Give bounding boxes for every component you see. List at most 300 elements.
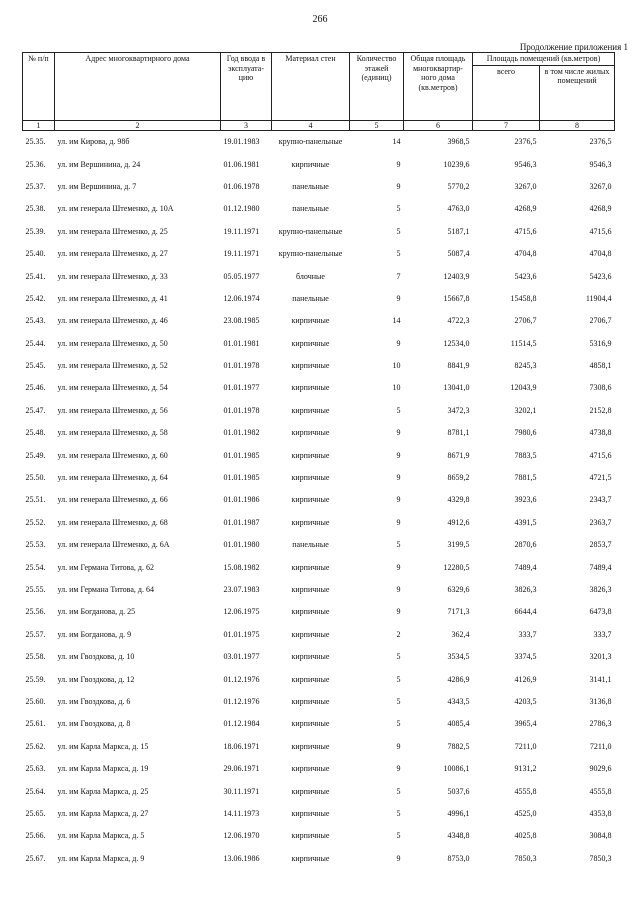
address-cell: ул. им Вершинина, д. 7: [57, 181, 137, 191]
floors-cell: 5: [396, 652, 401, 662]
address-cell: ул. им генерала Штеменко, д. 25: [57, 226, 168, 236]
row-number: 25.65.: [25, 808, 46, 818]
table-row: [23, 310, 615, 332]
premises-area-cell: 8245,3: [514, 361, 537, 371]
total-area-cell: 4996,1: [447, 808, 470, 818]
total-area-cell: 8781,1: [447, 428, 470, 438]
total-area-cell: 7882,5: [447, 741, 470, 751]
residential-area-cell: 2376,5: [589, 137, 612, 147]
residential-area-cell: 3084,8: [589, 831, 612, 841]
address-cell: ул. им Германа Титова, д. 64: [57, 585, 154, 594]
residential-area-cell: 2343,7: [589, 495, 612, 505]
premises-area-cell: 7211,0: [514, 741, 537, 751]
total-area-cell: 4329,8: [447, 495, 470, 505]
residential-area-cell: 3826,3: [589, 585, 612, 594]
commission-date-cell: 05.05.1977: [223, 271, 260, 281]
total-area-cell: 4286,9: [447, 674, 470, 684]
header-all: всего: [473, 65, 540, 120]
residential-area-cell: 9546,3: [589, 159, 612, 169]
wall-material-cell: кирпичные: [291, 450, 330, 460]
total-area-cell: 5770,2: [447, 181, 470, 191]
commission-date-cell: 18.06.1971: [223, 741, 260, 751]
floors-cell: 9: [396, 181, 401, 191]
residential-area-cell: 2706,7: [589, 316, 612, 326]
floors-cell: 10: [392, 383, 401, 393]
residential-area-cell: 7308,6: [589, 383, 612, 393]
residential-area-cell: 2853,7: [589, 540, 612, 550]
table-row: [23, 690, 615, 712]
wall-material-cell: крупно-панельные: [278, 137, 343, 147]
residential-area-cell: 4704,8: [589, 249, 612, 259]
wall-material-cell: крупно-панельные: [278, 249, 343, 259]
address-cell: ул. им Кирова, д. 98б: [57, 137, 130, 147]
floors-cell: 5: [396, 786, 401, 796]
premises-area-cell: 4555,8: [514, 786, 537, 796]
floors-cell: 9: [396, 495, 401, 505]
residential-area-cell: 2786,3: [589, 719, 612, 729]
floors-cell: 9: [396, 428, 401, 438]
commission-date-cell: 19.11.1971: [223, 226, 260, 236]
table-row: [23, 220, 615, 242]
address-cell: ул. им генерала Штеменко, д. 66: [57, 495, 168, 505]
premises-area-cell: 3202,1: [514, 405, 537, 415]
residential-area-cell: 5423,6: [589, 271, 612, 281]
column-number: 4: [272, 120, 350, 130]
address-cell: ул. им генерала Штеменко, д. 50: [57, 338, 168, 348]
floors-cell: 9: [396, 159, 401, 169]
total-area-cell: 5037,6: [447, 786, 470, 796]
row-number: 25.52.: [25, 517, 46, 527]
total-area-cell: 12534,0: [443, 338, 470, 348]
commission-date-cell: 01.01.1978: [223, 405, 260, 415]
floors-cell: 9: [396, 853, 401, 863]
total-area-cell: 4763,0: [447, 204, 470, 214]
address-cell: ул. им генерала Штеменко, д. 27: [57, 249, 168, 259]
address-cell: ул. им Вершинина, д. 24: [57, 159, 141, 169]
premises-area-cell: 4715,6: [514, 226, 537, 236]
floors-cell: 5: [396, 831, 401, 841]
address-cell: ул. им генерала Штеменко, д. 64: [57, 473, 168, 483]
total-area-cell: 10239,6: [443, 159, 470, 169]
row-number: 25.49.: [25, 450, 46, 460]
commission-date-cell: 01.01.1977: [223, 383, 260, 393]
commission-date-cell: 15.08.1982: [223, 562, 260, 572]
header-total-area: Общая площадь многоквартир-ного дома (кв.метров): [404, 53, 473, 121]
commission-date-cell: 12.06.1970: [223, 831, 260, 841]
commission-date-cell: 01.12.1976: [223, 674, 260, 684]
total-area-cell: 3472,3: [447, 405, 470, 415]
total-area-cell: 8841,9: [447, 361, 470, 371]
total-area-cell: 4343,5: [447, 696, 470, 706]
continuation-note: Продолжение приложения 1: [519, 42, 628, 52]
header-residential: в том числе жилых помещений: [540, 65, 615, 120]
column-number: 8: [540, 120, 615, 130]
row-number: 25.47.: [25, 405, 46, 415]
table-row: [23, 153, 615, 175]
table-row: [23, 601, 615, 623]
wall-material-cell: панельные: [292, 204, 329, 214]
total-area-cell: 12403,9: [443, 271, 470, 281]
address-cell: ул. им Карла Маркса, д. 5: [57, 831, 145, 841]
address-cell: ул. им генерала Штеменко, д. 60: [57, 450, 168, 460]
column-number: 3: [221, 120, 272, 130]
wall-material-cell: кирпичные: [291, 316, 330, 326]
residential-area-cell: 7489,4: [589, 562, 612, 572]
total-area-cell: 15667,8: [443, 293, 470, 303]
wall-material-cell: кирпичные: [291, 361, 330, 371]
wall-material-cell: панельные: [292, 540, 329, 550]
floors-cell: 9: [396, 764, 401, 774]
floors-cell: 9: [396, 338, 401, 348]
table-row: [23, 735, 615, 757]
floors-cell: 5: [396, 674, 401, 684]
floors-cell: 5: [396, 719, 401, 729]
table-row: [23, 265, 615, 287]
table-row: [23, 242, 615, 264]
commission-date-cell: 01.01.1981: [223, 338, 260, 348]
table-row: [23, 130, 615, 153]
table-row: [23, 847, 615, 869]
floors-cell: 5: [396, 226, 401, 236]
wall-material-cell: кирпичные: [291, 473, 330, 483]
table-body: [23, 130, 615, 869]
commission-date-cell: 13.06.1986: [223, 853, 260, 863]
table-row: [23, 175, 615, 197]
commission-date-cell: 01.12.1980: [223, 204, 260, 214]
floors-cell: 14: [392, 316, 401, 326]
address-cell: ул. им генерала Штеменко, д. 6А: [57, 540, 170, 550]
total-area-cell: 3968,5: [447, 137, 470, 147]
floors-cell: 9: [396, 562, 401, 572]
address-cell: ул. им генерала Штеменко, д. 56: [57, 405, 168, 415]
total-area-cell: 8671,9: [447, 450, 470, 460]
row-number: 25.46.: [25, 383, 46, 393]
table-row: [23, 422, 615, 444]
header-material: Материал стен: [272, 53, 350, 121]
row-number: 25.55.: [25, 585, 46, 594]
address-cell: ул. им генерала Штеменко, д. 68: [57, 517, 168, 527]
premises-area-cell: 3965,4: [514, 719, 537, 729]
address-cell: ул. им генерала Штеменко, д. 10А: [57, 204, 174, 214]
premises-area-cell: 4525,0: [514, 808, 537, 818]
residential-area-cell: 7850,3: [589, 853, 612, 863]
row-number: 25.64.: [25, 786, 46, 796]
residential-area-cell: 4555,8: [589, 786, 612, 796]
wall-material-cell: кирпичные: [291, 719, 330, 729]
total-area-cell: 12280,5: [443, 562, 470, 572]
row-number: 25.48.: [25, 428, 46, 438]
residential-area-cell: 3201,3: [589, 652, 612, 662]
header-floors: Количество этажей (единиц): [350, 53, 404, 121]
wall-material-cell: кирпичные: [291, 338, 330, 348]
wall-material-cell: кирпичные: [291, 383, 330, 393]
wall-material-cell: кирпичные: [291, 674, 330, 684]
residential-area-cell: 9029,6: [589, 764, 612, 774]
row-number: 25.44.: [25, 338, 46, 348]
premises-area-cell: 3826,3: [514, 585, 537, 594]
wall-material-cell: кирпичные: [291, 629, 330, 639]
residential-area-cell: 4721,5: [589, 473, 612, 483]
commission-date-cell: 01.01.1986: [223, 495, 260, 505]
total-area-cell: 13041,0: [443, 383, 470, 393]
wall-material-cell: кирпичные: [291, 831, 330, 841]
row-number: 25.35.: [25, 137, 46, 147]
residential-area-cell: 7211,0: [589, 741, 612, 751]
commission-date-cell: 01.06.1981: [223, 159, 260, 169]
row-number: 25.63.: [25, 764, 46, 774]
address-cell: ул. им Богданова, д. 9: [57, 629, 132, 639]
commission-date-cell: 12.06.1974: [223, 293, 260, 303]
address-cell: ул. им Карла Маркса, д. 25: [57, 786, 149, 796]
address-cell: ул. им генерала Штеменко, д. 46: [57, 316, 168, 326]
row-number: 25.37.: [25, 181, 46, 191]
wall-material-cell: кирпичные: [291, 607, 330, 617]
commission-date-cell: 01.01.1982: [223, 428, 260, 438]
premises-area-cell: 9546,3: [514, 159, 537, 169]
table-row: [23, 332, 615, 354]
address-cell: ул. им генерала Штеменко, д. 33: [57, 271, 168, 281]
wall-material-cell: кирпичные: [291, 786, 330, 796]
premises-area-cell: 2870,6: [514, 540, 537, 550]
commission-date-cell: 01.01.1987: [223, 517, 260, 527]
table-row: [23, 287, 615, 309]
table-row: [23, 354, 615, 376]
commission-date-cell: 01.01.1980: [223, 540, 260, 550]
commission-date-cell: 19.11.1971: [223, 249, 260, 259]
row-number: 25.67.: [25, 853, 46, 863]
row-number: 25.50.: [25, 473, 46, 483]
table-row: [23, 668, 615, 690]
wall-material-cell: кирпичные: [291, 517, 330, 527]
table-row: [23, 489, 615, 511]
row-number: 25.57.: [25, 629, 46, 639]
premises-area-cell: 12043,9: [510, 383, 537, 393]
premises-area-cell: 3923,6: [514, 495, 537, 505]
table-row: [23, 556, 615, 578]
wall-material-cell: панельные: [292, 293, 329, 303]
residential-area-cell: 3141,1: [589, 674, 612, 684]
row-number: 25.53.: [25, 540, 46, 550]
premises-area-cell: 7489,4: [514, 562, 537, 572]
premises-area-cell: 9131,2: [514, 764, 537, 774]
total-area-cell: 5087,4: [447, 249, 470, 259]
row-number: 25.45.: [25, 361, 46, 371]
wall-material-cell: кирпичные: [291, 562, 330, 572]
table-row: [23, 802, 615, 824]
floors-cell: 10: [392, 361, 401, 371]
wall-material-cell: кирпичные: [291, 853, 330, 863]
total-area-cell: 3199,5: [447, 540, 470, 550]
commission-date-cell: 01.06.1978: [223, 181, 260, 191]
table-row: [23, 198, 615, 220]
address-cell: ул. им Гвоздкова, д. 12: [57, 674, 135, 684]
premises-area-cell: 4704,8: [514, 249, 537, 259]
floors-cell: 5: [396, 204, 401, 214]
column-number: 2: [55, 120, 221, 130]
total-area-cell: 3534,5: [447, 652, 470, 662]
premises-area-cell: 2376,5: [514, 137, 537, 147]
address-cell: ул. им Карла Маркса, д. 9: [57, 853, 145, 863]
premises-area-cell: 4391,5: [514, 517, 537, 527]
premises-area-cell: 7850,3: [514, 853, 537, 863]
row-number: 25.56.: [25, 607, 46, 617]
table-row: [23, 534, 615, 556]
address-cell: ул. им Гвоздкова, д. 10: [57, 652, 135, 662]
commission-date-cell: 01.01.1978: [223, 361, 260, 371]
floors-cell: 5: [396, 696, 401, 706]
table-row: [23, 780, 615, 802]
total-area-cell: 4348,8: [447, 831, 470, 841]
table-row: [23, 757, 615, 779]
wall-material-cell: кирпичные: [291, 652, 330, 662]
floors-cell: 14: [392, 137, 401, 147]
table-row: [23, 444, 615, 466]
row-number: 25.38.: [25, 204, 46, 214]
wall-material-cell: кирпичные: [291, 405, 330, 415]
table-row: [23, 825, 615, 847]
page-number: 266: [312, 14, 328, 25]
wall-material-cell: кирпичные: [291, 696, 330, 706]
premises-area-cell: 2706,7: [514, 316, 537, 326]
premises-area-cell: 6644,4: [514, 607, 537, 617]
address-cell: ул. им генерала Штеменко, д. 54: [57, 383, 168, 393]
commission-date-cell: 30.11.1971: [223, 786, 260, 796]
row-number: 25.62.: [25, 741, 46, 751]
residential-area-cell: 2152,8: [589, 405, 612, 415]
floors-cell: 2: [396, 629, 401, 639]
row-number: 25.66.: [25, 831, 46, 841]
wall-material-cell: блочные: [296, 271, 325, 281]
residential-area-cell: 4268,9: [589, 204, 612, 214]
floors-cell: 7: [396, 271, 401, 281]
header-premises-area: Площадь помещений (кв.метров): [473, 53, 615, 66]
commission-date-cell: 01.01.1985: [223, 450, 260, 460]
address-cell: ул. им генерала Штеменко, д. 58: [57, 428, 168, 438]
table-row: [23, 466, 615, 488]
commission-date-cell: 01.12.1984: [223, 719, 260, 729]
address-cell: ул. им Карла Маркса, д. 15: [57, 741, 149, 751]
floors-cell: 9: [396, 450, 401, 460]
wall-material-cell: кирпичные: [291, 764, 330, 774]
wall-material-cell: крупно-панельные: [278, 226, 343, 236]
floors-cell: 5: [396, 808, 401, 818]
commission-date-cell: 23.07.1983: [223, 585, 260, 594]
row-number: 25.43.: [25, 316, 46, 326]
floors-cell: 9: [396, 473, 401, 483]
total-area-cell: 4722,3: [447, 316, 470, 326]
row-number: 25.54.: [25, 562, 46, 572]
premises-area-cell: 11514,5: [510, 338, 537, 348]
address-cell: ул. им генерала Штеменко, д. 41: [57, 293, 168, 303]
header-num: № п/п: [23, 53, 55, 121]
premises-area-cell: 15458,8: [510, 293, 537, 303]
floors-cell: 9: [396, 607, 401, 617]
wall-material-cell: панельные: [292, 181, 329, 191]
address-cell: ул. им Карла Маркса, д. 27: [57, 808, 149, 818]
total-area-cell: 4912,6: [447, 517, 470, 527]
residential-area-cell: 2363,7: [589, 517, 612, 527]
commission-date-cell: 01.01.1975: [223, 629, 260, 639]
total-area-cell: 6329,6: [447, 585, 470, 594]
residential-area-cell: 4738,8: [589, 428, 612, 438]
premises-area-cell: 4025,8: [514, 831, 537, 841]
column-number: 6: [404, 120, 473, 130]
address-cell: ул. им Богданова, д. 25: [57, 607, 136, 617]
header-address: Адрес многоквартирного дома: [55, 53, 221, 121]
premises-area-cell: 3374,5: [514, 652, 537, 662]
wall-material-cell: кирпичные: [291, 741, 330, 751]
commission-date-cell: 01.01.1985: [223, 473, 260, 483]
commission-date-cell: 14.11.1973: [223, 808, 260, 818]
residential-area-cell: 4715,6: [589, 450, 612, 460]
wall-material-cell: кирпичные: [291, 585, 330, 594]
total-area-cell: 4085,4: [447, 719, 470, 729]
premises-area-cell: 7883,5: [514, 450, 537, 460]
premises-area-cell: 4268,9: [514, 204, 537, 214]
address-cell: ул. им генерала Штеменко, д. 52: [57, 361, 168, 371]
row-number: 25.61.: [25, 719, 46, 729]
floors-cell: 5: [396, 540, 401, 550]
premises-area-cell: 3267,0: [514, 181, 537, 191]
row-number: 25.36.: [25, 159, 46, 169]
residential-area-cell: 4858,1: [589, 361, 612, 371]
commission-date-cell: 03.01.1977: [223, 652, 260, 662]
commission-date-cell: 12.06.1975: [223, 607, 260, 617]
row-number: 25.41.: [25, 271, 46, 281]
column-number: 5: [350, 120, 404, 130]
residential-area-cell: 6473,8: [589, 607, 612, 617]
commission-date-cell: 01.12.1976: [223, 696, 260, 706]
table-row: [23, 578, 615, 600]
row-number: 25.60.: [25, 696, 46, 706]
address-cell: ул. им Германа Титова, д. 62: [57, 562, 154, 572]
total-area-cell: 8659,2: [447, 473, 470, 483]
premises-area-cell: 7980,6: [514, 428, 537, 438]
housing-register-table: [22, 52, 615, 869]
floors-cell: 9: [396, 517, 401, 527]
column-number: 7: [473, 120, 540, 130]
total-area-cell: 362,4: [451, 629, 470, 639]
premises-area-cell: 4126,9: [514, 674, 537, 684]
residential-area-cell: 4353,8: [589, 808, 612, 818]
wall-material-cell: кирпичные: [291, 428, 330, 438]
header-year: Год ввода в эксплуата-цию: [221, 53, 272, 121]
address-cell: ул. им Гвоздкова, д. 6: [57, 696, 131, 706]
total-area-cell: 8753,0: [447, 853, 470, 863]
floors-cell: 9: [396, 293, 401, 303]
row-number: 25.40.: [25, 249, 46, 259]
premises-area-cell: 5423,6: [514, 271, 537, 281]
table-row: [23, 399, 615, 421]
row-number: 25.51.: [25, 495, 46, 505]
commission-date-cell: 23.08.1985: [223, 316, 260, 326]
address-cell: ул. им Карла Маркса, д. 19: [57, 764, 149, 774]
floors-cell: 9: [396, 585, 401, 594]
premises-area-cell: 333,7: [518, 629, 537, 639]
residential-area-cell: 3267,0: [589, 181, 612, 191]
floors-cell: 9: [396, 741, 401, 751]
table-row: [23, 511, 615, 533]
row-number: 25.58.: [25, 652, 46, 662]
table-row: [23, 623, 615, 645]
residential-area-cell: 4715,6: [589, 226, 612, 236]
row-number: 25.59.: [25, 674, 46, 684]
total-area-cell: 5187,1: [447, 226, 470, 236]
floors-cell: 5: [396, 249, 401, 259]
wall-material-cell: кирпичные: [291, 808, 330, 818]
floors-cell: 5: [396, 405, 401, 415]
row-number: 25.42.: [25, 293, 46, 303]
